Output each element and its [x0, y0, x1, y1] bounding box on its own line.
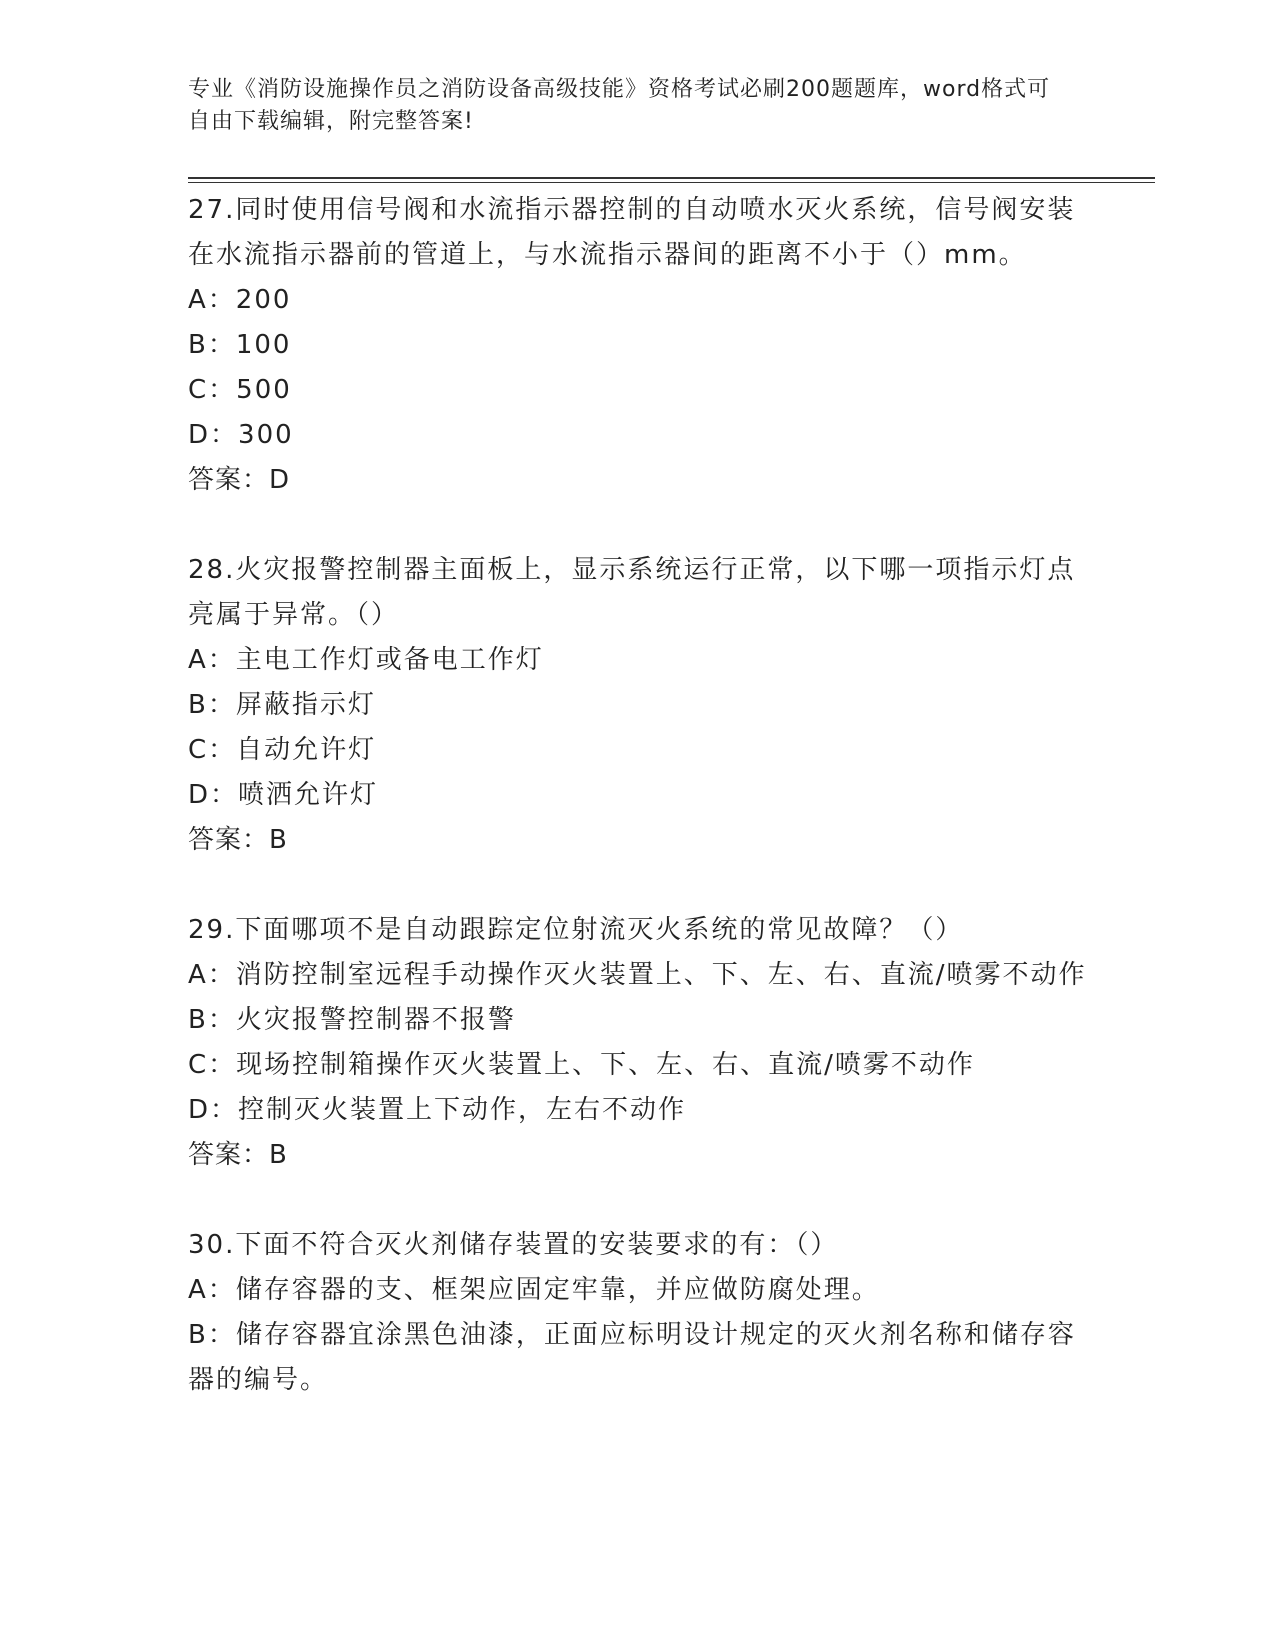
- question-30: [188, 1223, 1088, 1403]
- option-b: B：100: [188, 330, 292, 360]
- question-gap: [188, 503, 1088, 548]
- answer: 答案：D: [188, 465, 291, 495]
- question-text: 27.同时使用信号阀和水流指示器控制的自动喷水灭火系统，信号阀安装在水流指示器前的管道上，与水流指示器间的距离不小于（）mm。: [188, 195, 1076, 270]
- answer: 答案：B: [188, 1140, 288, 1170]
- option-a: A：200: [188, 285, 292, 315]
- option-c: C：现场控制箱操作灭火装置上、下、左、右、直流/喷雾不动作: [188, 1050, 975, 1080]
- option-a: A：主电工作灯或备电工作灯: [188, 645, 544, 675]
- header-divider-thick: [188, 177, 1155, 179]
- question-text: 28.火灾报警控制器主面板上，显示系统运行正常，以下哪一项指示灯点亮属于异常。（）: [188, 555, 1076, 630]
- option-d: D：300: [188, 420, 294, 450]
- option-a: A：储存容器的支、框架应固定牢靠，并应做防腐处理。: [188, 1275, 880, 1305]
- question-27: [188, 188, 1088, 503]
- option-c: C：自动允许灯: [188, 735, 377, 765]
- option-c: C：500: [188, 375, 292, 405]
- option-b: B：屏蔽指示灯: [188, 690, 376, 720]
- answer: 答案：B: [188, 825, 288, 855]
- question-text: 29.下面哪项不是自动跟踪定位射流灭火系统的常见故障？（）: [188, 915, 964, 945]
- question-gap: [188, 1178, 1088, 1223]
- option-b: B：储存容器宜涂黑色油漆，正面应标明设计规定的灭火剂名称和储存容器的编号。: [188, 1320, 1076, 1395]
- question-list: [188, 188, 1088, 1403]
- header-divider-thin: [188, 182, 1155, 183]
- option-d: D：控制灭火装置上下动作，左右不动作: [188, 1095, 687, 1125]
- question-29: [188, 908, 1088, 1178]
- question-gap: [188, 863, 1088, 908]
- document-header: 专业《消防设施操作员之消防设备高级技能》资格考试必刷200题题库，word格式可自由下载编辑，附完整答案!: [188, 77, 1051, 134]
- question-text: 30.下面不符合灭火剂储存装置的安装要求的有：（）: [188, 1230, 839, 1260]
- option-b: B：火灾报警控制器不报警: [188, 1005, 516, 1035]
- option-d: D：喷洒允许灯: [188, 780, 379, 810]
- option-a: A：消防控制室远程手动操作灭火装置上、下、左、右、直流/喷雾不动作: [188, 960, 1087, 990]
- question-28: [188, 548, 1088, 863]
